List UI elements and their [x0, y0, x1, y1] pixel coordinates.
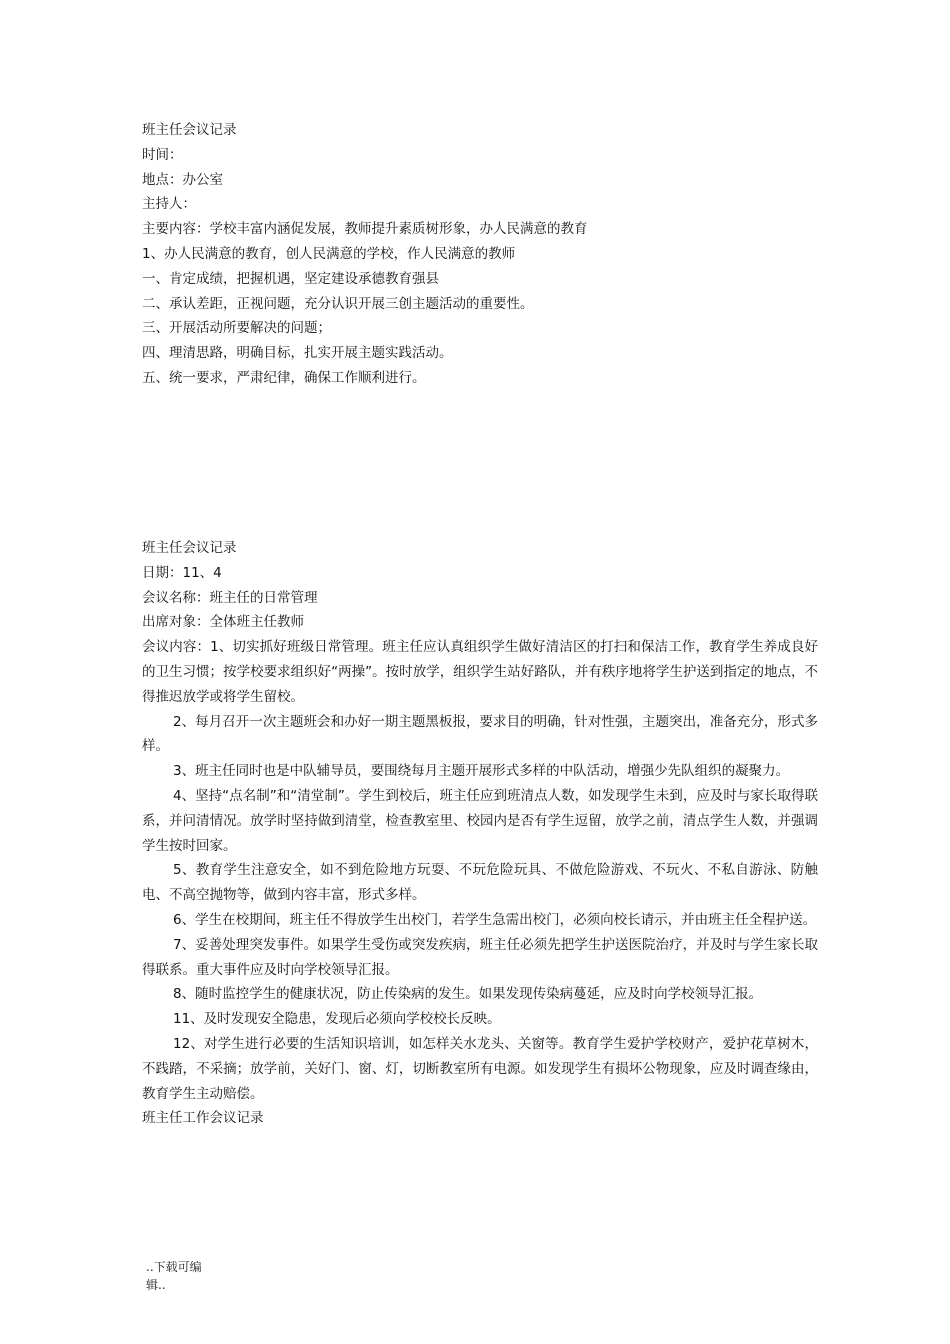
meeting-name-field: 会议名称：班主任的日常管理 [142, 589, 318, 606]
list-item: 11、及时发现安全隐患，发现后必须向学校校长反映。 [173, 1011, 501, 1028]
list-item: 三、开展活动所要解决的问题； [142, 320, 331, 337]
record-title: 班主任会议记录 [142, 540, 237, 556]
list-item: 4、坚持“点名制”和“清堂制”。学生到校后，班主任应到班清点人数，如发现学生未到，应及时与家长取得联系，并问清情况。放学时坚持做到清堂，检查教室里、校园内是否有学生逗留，放学之前，清点学生人数，并强调学生按时回家。 [142, 787, 818, 854]
main-content: 主要内容：学校丰富内涵促发展，教师提升素质树形象，办人民满意的教育 [142, 221, 588, 238]
date-field: 日期：11、4 [142, 564, 222, 581]
host-field: 主持人： [142, 196, 196, 213]
content-intro: 会议内容：1、切实抓好班级日常管理。班主任应认真组织学生做好清洁区的打扫和保洁工作，教育学生养成良好的卫生习惯；按学校要求组织好“两操”。按时放学，组织学生站好路队，并有秩序地将学生护送到指定的地点，不得推迟放学或将学生留校。 [142, 639, 818, 705]
time-field: 时间： [142, 146, 183, 163]
list-item: 一、肯定成绩，把握机遇，坚定建设承德教育强县 [142, 270, 439, 287]
list-item: 五、统一要求，严肃纪律，确保工作顺利进行。 [142, 369, 426, 386]
list-item: 四、理清思路，明确目标，扎实开展主题实践活动。 [142, 345, 453, 362]
list-item: 7、妥善处理突发事件。如果学生受伤或突发疾病，班主任必须先把学生护送医院治疗，并及时与学生家长取得联系。重大事件应及时向学校领导汇报。 [142, 936, 818, 978]
meeting-record-2 [142, 536, 818, 1131]
footer-line: ..下载可编 [146, 1260, 202, 1274]
list-item: 二、承认差距，正视问题，充分认识开展三创主题活动的重要性。 [142, 295, 534, 312]
list-item: 12、对学生进行必要的生活知识培训，如怎样关水龙头、关窗等。教育学生爱护学校财产，爱护花草树木，不践踏，不采摘；放学前，关好门、窗、灯，切断教室所有电源。如发现学生有损坏公物现象，应及时调查缘由，教育学生主动赔偿。 [142, 1035, 818, 1102]
attendees-field: 出席对象：全体班主任教师 [142, 614, 304, 631]
list-item: 2、每月召开一次主题班会和办好一期主题黑板报，要求目的明确，针对性强，主题突出，准备充分，形式多样。 [142, 713, 818, 755]
footer-line: 辑.. [146, 1278, 166, 1292]
place-field: 地点：办公室 [142, 171, 223, 188]
meeting-record-1 [142, 118, 818, 391]
list-item: 8、随时监控学生的健康状况，防止传染病的发生。如果发现传染病蔓延，应及时向学校领导汇报。 [173, 986, 763, 1003]
footer-note [146, 1258, 202, 1294]
list-item: 1、办人民满意的教育，创人民满意的学校，作人民满意的教师 [142, 245, 516, 262]
record-title: 班主任会议记录 [142, 122, 237, 138]
next-record-title: 班主任工作会议记录 [142, 1110, 264, 1127]
list-item: 6、学生在校期间，班主任不得放学生出校门，若学生急需出校门，必须向校长请示，并由班主任全程护送。 [173, 911, 817, 928]
list-item: 5、教育学生注意安全，如不到危险地方玩耍、不玩危险玩具、不做危险游戏、不玩火、不私自游泳、防触电、不高空抛物等，做到内容丰富，形式多样。 [142, 862, 818, 904]
list-item: 3、班主任同时也是中队辅导员，要围绕每月主题开展形式多样的中队活动，增强少先队组织的凝聚力。 [173, 763, 790, 780]
